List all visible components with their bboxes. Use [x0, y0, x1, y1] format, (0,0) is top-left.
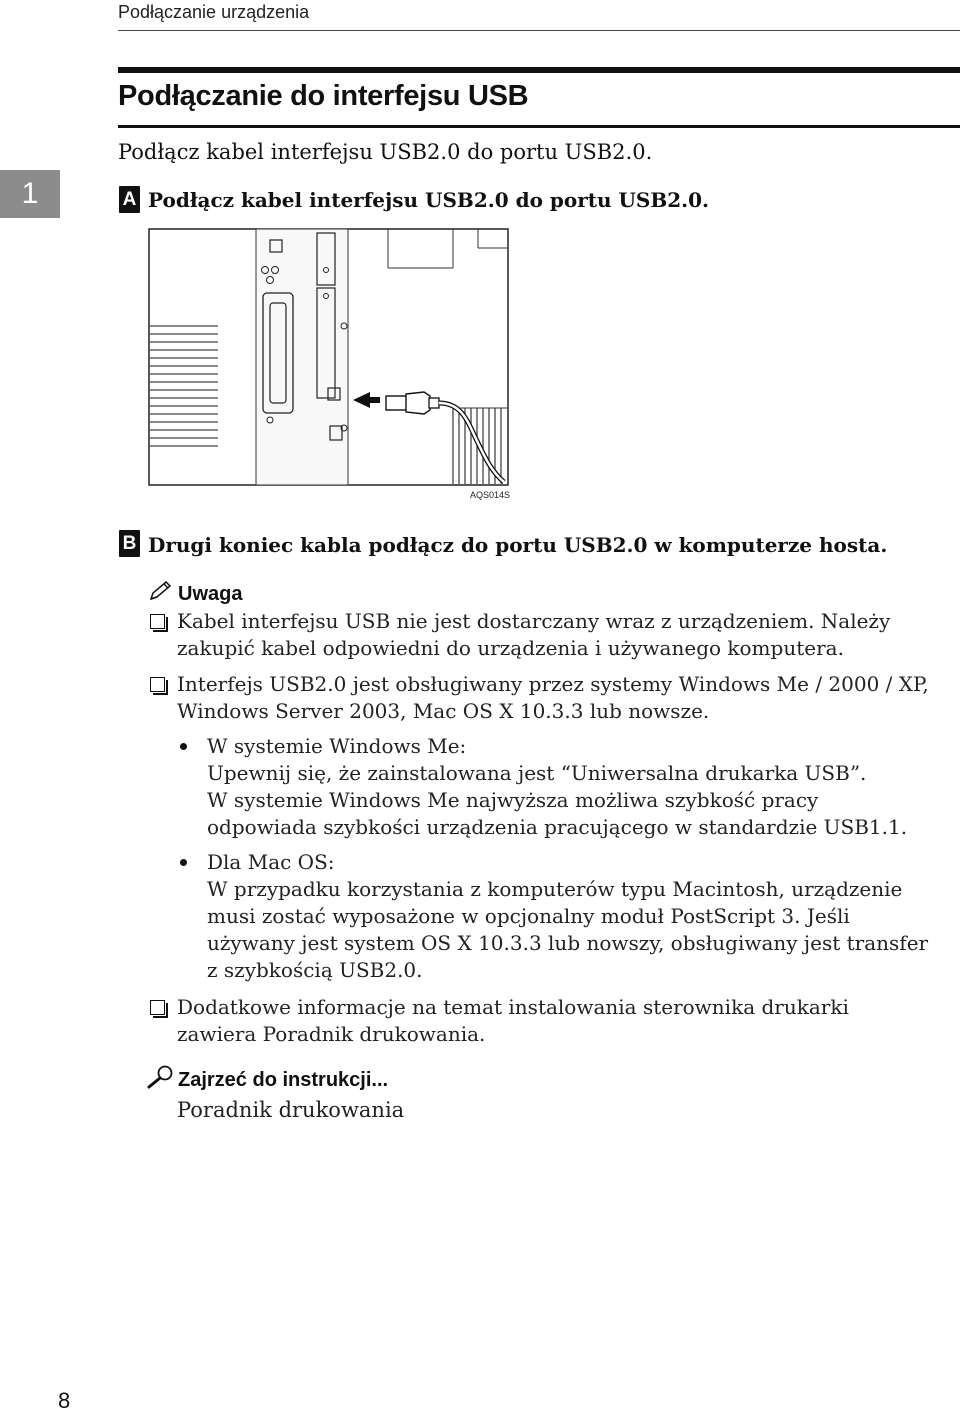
note-heading-label: Uwaga — [178, 582, 243, 605]
bullet-2-line-1: Dla Mac OS: — [207, 850, 335, 874]
header-divider — [118, 30, 960, 31]
bullet-item-1 — [207, 733, 957, 841]
bullet-2-line-5: z szybkością USB2.0. — [207, 958, 423, 982]
step-marker-1: A — [119, 186, 140, 213]
bullet-1 — [180, 743, 187, 750]
bullet-1-line-1: W systemie Windows Me: — [207, 734, 467, 758]
reference-heading — [146, 1065, 388, 1095]
step-2-text: Drugi koniec kabla podłącz do portu USB2.0 w komputerze hosta. — [148, 533, 888, 557]
section-intro: Podłącz kabel interfejsu USB2.0 do portu USB2.0. — [118, 140, 653, 164]
bullet-item-2 — [207, 849, 957, 984]
note-item-3 — [177, 994, 957, 1048]
note-checkbox-2 — [150, 677, 165, 692]
section-rule-top — [118, 67, 960, 73]
note-item-2-line-2: Windows Server 2003, Mac OS X 10.3.3 lub nowsze. — [177, 699, 710, 723]
reference-heading-label: Zajrzeć do instrukcji... — [178, 1068, 389, 1091]
running-header: Podłączanie urządzenia — [118, 2, 310, 22]
section-title: Podłączanie do interfejsu USB — [118, 80, 529, 112]
magnifier-icon — [146, 1065, 176, 1095]
bullet-1-line-2: Upewnij się, że zainstalowana jest “Uniwersalna drukarka USB”. — [207, 761, 867, 785]
step-marker-2: B — [119, 530, 140, 557]
note-item-1-line-1: Kabel interfejsu USB nie jest dostarczany wraz z urządzeniem. Należy — [177, 609, 891, 633]
section-rule-bottom — [118, 125, 960, 128]
note-item-1 — [177, 608, 957, 662]
bullet-1-line-3: W systemie Windows Me najwyższa możliwa szybkość pracy — [207, 788, 819, 812]
chapter-tab: 1 — [0, 170, 60, 218]
note-item-2-line-1: Interfejs USB2.0 jest obsługiwany przez systemy Windows Me / 2000 / XP, — [177, 672, 929, 696]
note-heading — [148, 580, 242, 608]
note-checkbox-3 — [150, 1000, 165, 1015]
bullet-2-line-3: musi zostać wyposażone w opcjonalny moduł PostScript 3. Jeśli — [207, 904, 850, 928]
page-number: 8 — [58, 1388, 71, 1413]
note-item-1-line-2: zakupić kabel odpowiedni do urządzenia i używanego komputera. — [177, 636, 844, 660]
note-item-3-line-2: zawiera Poradnik drukowania. — [177, 1022, 486, 1046]
bullet-2-line-4: używany jest system OS X 10.3.3 lub nowszy, obsługiwany jest transfer — [207, 931, 929, 955]
note-checkbox-1 — [150, 614, 165, 629]
reference-item[interactable]: Poradnik drukowania — [177, 1098, 405, 1122]
bullet-2 — [180, 859, 187, 866]
step-1-text: Podłącz kabel interfejsu USB2.0 do portu USB2.0. — [148, 188, 710, 212]
figure-code: AQS014S — [470, 490, 511, 500]
pencil-icon — [148, 580, 174, 608]
bullet-2-line-2: W przypadku korzystania z komputerów typu Macintosh, urządzenie — [207, 877, 903, 901]
bullet-1-line-4: odpowiada szybkości urządzenia pracującego w standardzie USB1.1. — [207, 815, 908, 839]
note-item-3-line-1: Dodatkowe informacje na temat instalowania sterownika drukarki — [177, 995, 849, 1019]
note-item-2 — [177, 671, 957, 725]
usb-port-illustration — [148, 228, 510, 488]
